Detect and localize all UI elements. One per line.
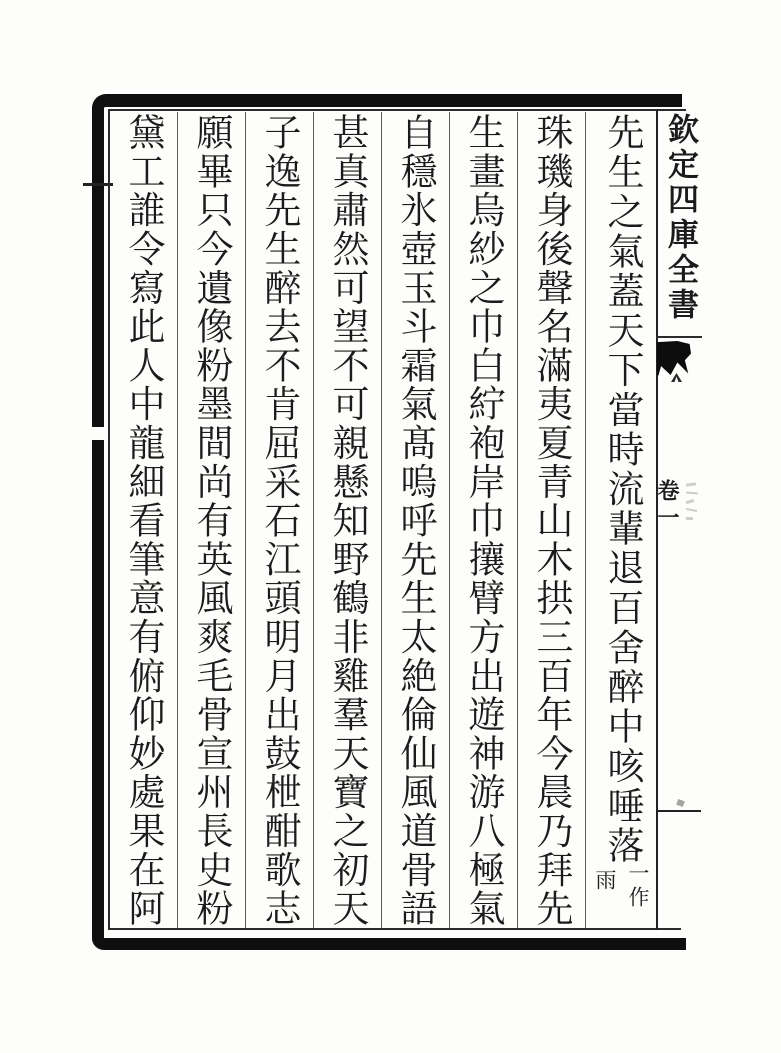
left-border-gap: [88, 427, 106, 440]
text-column-4: 自穩氷壺玉斗霜氣髙嗚呼先生太絶倫仙風道骨語: [394, 113, 437, 928]
interlinear-note-right: 一作: [626, 862, 650, 910]
title-box-divider: [656, 336, 702, 338]
column-separator: [585, 112, 586, 928]
text-column-6: 子逸先生醉去不肯屈采石江頭明月出鼓枻酣歌志: [258, 113, 301, 928]
collection-title: 欽定四庫全書: [662, 113, 698, 323]
text-column-7: 願畢只今遺像粉墨間尚有英風爽毛骨宣州長史粉: [190, 113, 233, 928]
volume-label: 卷一: [654, 479, 680, 533]
top-border-fade: [682, 86, 712, 110]
text-column-1: 先生之氣蓋天下當時流輩退百舍醉中咳唾落: [601, 113, 644, 866]
text-column-2: 珠璣身後聲名滿夷夏青山木拱三百年今晨乃拜先: [530, 113, 573, 928]
bottom-border-fade: [686, 932, 712, 958]
inner-frame-top: [108, 109, 686, 111]
text-column-5: 甚真肅然可望不可親懸知野鶴非雞羣天寶之初天: [326, 113, 369, 928]
interlinear-note-left: 雨: [593, 869, 617, 893]
text-column-8: 黛工誰令寫此人中龍細看筆意有俯仰妙處果在阿: [122, 113, 165, 928]
gutter-tick: [657, 810, 701, 812]
text-column-3: 生畫烏紗之巾白紵袍岸巾攘臂方出遊神游八極氣: [462, 113, 505, 928]
interlinear-note: [588, 862, 654, 934]
gutter-bleed-marks: [684, 477, 700, 563]
